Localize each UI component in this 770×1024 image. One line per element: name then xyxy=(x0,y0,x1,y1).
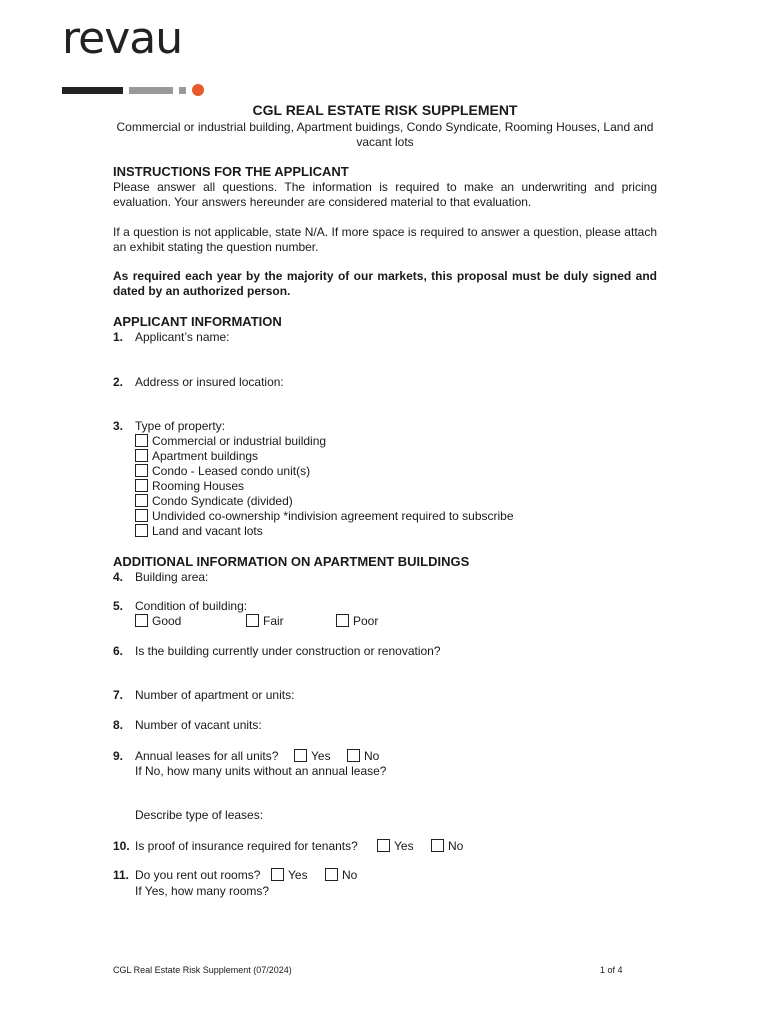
question-10 xyxy=(113,839,358,854)
question-text: Is proof of insurance required for tenants? xyxy=(135,839,358,853)
checkbox[interactable] xyxy=(431,839,444,852)
revau-logo xyxy=(62,13,212,80)
q9-no-option[interactable] xyxy=(347,749,379,764)
document-subtitle: Commercial or industrial building, Apartment buidings, Condo Syndicate, Rooming Houses, Land and vacant lots xyxy=(116,120,654,149)
checkbox[interactable] xyxy=(325,868,338,881)
checkbox[interactable] xyxy=(135,614,148,627)
checkbox[interactable] xyxy=(135,449,148,462)
checkbox[interactable] xyxy=(135,524,148,537)
checkbox[interactable] xyxy=(294,749,307,762)
checkbox[interactable] xyxy=(347,749,360,762)
option-label: Yes xyxy=(288,868,308,882)
question-number: 6. xyxy=(113,644,124,658)
q9-yes-option[interactable] xyxy=(294,749,331,764)
question-number: 11. xyxy=(113,868,130,882)
question-number: 5. xyxy=(113,599,124,613)
question-4 xyxy=(113,570,208,585)
checkbox[interactable] xyxy=(135,434,148,447)
question-text: Address or insured location: xyxy=(135,375,284,389)
question-text: Number of vacant units: xyxy=(135,718,262,732)
option-label: Good xyxy=(152,614,182,628)
logo-wordmark: revau xyxy=(62,13,183,64)
option-label: Undivided co-ownership *indivision agreement required to subscribe xyxy=(152,509,514,523)
checkbox[interactable] xyxy=(336,614,349,627)
question-11 xyxy=(113,868,260,883)
question-number: 9. xyxy=(113,749,124,763)
q11-no-option[interactable] xyxy=(325,868,357,883)
option-label: Fair xyxy=(263,614,284,628)
property-type-option[interactable] xyxy=(135,479,244,494)
option-label: Rooming Houses xyxy=(152,479,245,493)
question-number: 3. xyxy=(113,419,124,433)
logo-bar-dark xyxy=(62,87,123,94)
footer-document-name: CGL Real Estate Risk Supplement (07/2024) xyxy=(113,965,292,975)
question-text: Applicant’s name: xyxy=(135,330,230,344)
question-number: 10. xyxy=(113,839,130,853)
option-label: Land and vacant lots xyxy=(152,524,263,538)
q11-yes-option[interactable] xyxy=(271,868,308,883)
question-9-followup: If No, how many units without an annual lease? xyxy=(135,764,387,778)
property-type-option[interactable] xyxy=(135,434,326,449)
checkbox[interactable] xyxy=(135,464,148,477)
question-3 xyxy=(113,419,225,434)
question-number: 8. xyxy=(113,718,124,732)
property-type-option[interactable] xyxy=(135,449,258,464)
option-label: Apartment buildings xyxy=(152,449,259,463)
question-text: Do you rent out rooms? xyxy=(135,868,261,882)
property-type-option[interactable] xyxy=(135,509,514,524)
checkbox[interactable] xyxy=(377,839,390,852)
question-text: Condition of building: xyxy=(135,599,248,613)
option-label: No xyxy=(364,749,380,763)
option-label: Commercial or industrial building xyxy=(152,434,327,448)
instructions-paragraph-3: As required each year by the majority of our markets, this proposal must be duly signed and dated by an authorized person. xyxy=(113,269,657,298)
logo-square xyxy=(179,87,186,94)
option-label: Yes xyxy=(311,749,331,763)
question-number: 4. xyxy=(113,570,124,584)
question-6 xyxy=(113,644,441,659)
apartments-heading: ADDITIONAL INFORMATION ON APARTMENT BUILDINGS xyxy=(113,554,470,569)
property-type-option[interactable] xyxy=(135,464,310,479)
checkbox[interactable] xyxy=(271,868,284,881)
question-9-describe: Describe type of leases: xyxy=(135,808,264,822)
option-label: Condo - Leased condo unit(s) xyxy=(152,464,311,478)
instructions-paragraph-2: If a question is not applicable, state N/A. If more space is required to answer a question, please attach an exhibit stating the question number. xyxy=(113,225,657,254)
question-9 xyxy=(113,749,278,764)
condition-option-poor[interactable] xyxy=(336,614,378,629)
instructions-heading: INSTRUCTIONS FOR THE APPLICANT xyxy=(113,164,349,179)
logo-dot xyxy=(192,84,204,96)
question-number: 7. xyxy=(113,688,124,702)
question-11-followup: If Yes, how many rooms? xyxy=(135,884,270,898)
checkbox[interactable] xyxy=(135,494,148,507)
question-text: Building area: xyxy=(135,570,209,584)
instructions-paragraph-1: Please answer all questions. The information is required to make an underwriting and pricing evaluation. Your answers hereunder are considered material to that evaluation. xyxy=(113,180,657,209)
question-5 xyxy=(113,599,247,614)
checkbox[interactable] xyxy=(246,614,259,627)
document-title: CGL REAL ESTATE RISK SUPPLEMENT xyxy=(252,102,518,118)
option-label: Yes xyxy=(394,839,414,853)
question-8 xyxy=(113,718,262,733)
question-number: 1. xyxy=(113,330,124,344)
question-number: 2. xyxy=(113,375,124,389)
condition-option-fair[interactable] xyxy=(246,614,284,629)
property-type-option[interactable] xyxy=(135,494,293,509)
condition-option-good[interactable] xyxy=(135,614,181,629)
option-label: No xyxy=(342,868,358,882)
q10-no-option[interactable] xyxy=(431,839,463,854)
checkbox[interactable] xyxy=(135,479,148,492)
question-text: Type of property: xyxy=(135,419,226,433)
footer-page-number: 1 of 4 xyxy=(600,965,623,975)
checkbox[interactable] xyxy=(135,509,148,522)
question-text: Is the building currently under construction or renovation? xyxy=(135,644,441,658)
property-type-option[interactable] xyxy=(135,524,263,539)
option-label: Condo Syndicate (divided) xyxy=(152,494,293,508)
applicant-heading: APPLICANT INFORMATION xyxy=(113,314,282,329)
question-1 xyxy=(113,330,230,345)
q10-yes-option[interactable] xyxy=(377,839,414,854)
logo-bar-gray xyxy=(129,87,173,94)
question-2 xyxy=(113,375,284,390)
question-text: Annual leases for all units? xyxy=(135,749,279,763)
question-text: Number of apartment or units: xyxy=(135,688,295,702)
option-label: Poor xyxy=(353,614,379,628)
question-7 xyxy=(113,688,294,703)
option-label: No xyxy=(448,839,464,853)
